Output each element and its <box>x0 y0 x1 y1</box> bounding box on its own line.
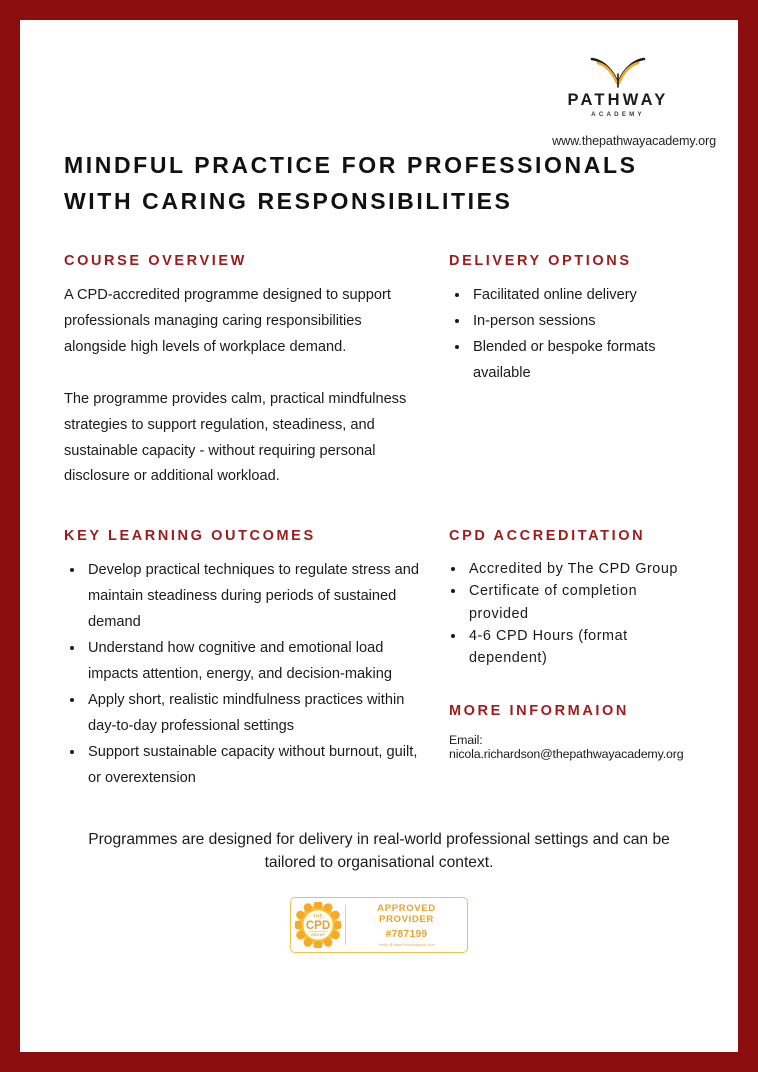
key-learning-outcomes-list <box>64 558 419 792</box>
cpd-seal-icon <box>295 902 341 948</box>
more-information-heading: MORE INFORMAION <box>449 703 629 720</box>
page-title <box>42 148 716 219</box>
course-overview-paragraph-2: The programme provides calm, practical mindfulness strategies to support regulation, steadiness, and sustainable capacity - without requiring personal disclosure or additional workload. <box>64 390 407 485</box>
cpd-accreditation-list <box>449 558 694 670</box>
badge-line-1: APPROVED <box>377 902 436 914</box>
list-item: • Facilitated online delivery <box>470 283 694 309</box>
brand-logo <box>518 54 718 118</box>
list-item: • Accredited by The CPD Group <box>466 558 694 580</box>
list-item: • Apply short, realistic mindfulness practices within day-to-day professional settings <box>85 688 419 740</box>
course-overview-paragraph-1: A CPD-accredited programme designed to support professionals managing caring responsibilities alongside high levels of workplace demand. <box>64 286 391 355</box>
section-row-1 <box>42 253 716 490</box>
list-item: • Understand how cognitive and emotional load impacts attention, energy, and decision-making <box>85 636 419 688</box>
poster-content <box>20 20 738 1052</box>
more-information-section <box>449 703 694 760</box>
cpd-accreditation-section <box>449 528 694 669</box>
cpd-seal <box>291 902 345 948</box>
list-item: • Develop practical techniques to regulate stress and maintain steadiness during periods of sustained demand <box>85 558 419 636</box>
cpd-approved-provider-badge <box>290 897 468 953</box>
brand-wordmark: PATHWAY <box>567 91 669 109</box>
list-item: • Certificate of completion provided <box>466 580 694 625</box>
svg-text:GROUP: GROUP <box>310 933 326 938</box>
badge-text-block <box>346 903 467 948</box>
delivery-options-heading: DELIVERY OPTIONS <box>449 253 632 270</box>
poster-page <box>20 20 738 1052</box>
course-overview-heading: COURSE OVERVIEW <box>64 253 247 270</box>
brand-submark: ACADEMY <box>591 110 645 118</box>
page-title-line-1: MINDFUL PRACTICE FOR PROFESSIONALS <box>64 152 638 178</box>
badge-line-2: PROVIDER <box>379 913 434 925</box>
badge-number: #787199 <box>385 929 428 941</box>
footer-note: Programmes are designed for delivery in real-world professional settings and can be tailored to organisational context. <box>88 830 670 872</box>
page-title-line-2: WITH CARING RESPONSIBILITIES <box>64 187 513 214</box>
delivery-options-list <box>449 283 694 387</box>
svg-text:CPD: CPD <box>305 919 331 932</box>
list-item: • In-person sessions <box>470 309 694 335</box>
list-item: • Blended or bespoke formats available <box>470 335 694 387</box>
delivery-options-section <box>419 253 694 490</box>
cpd-accreditation-heading: CPD ACCREDITATION <box>449 528 646 545</box>
header <box>42 20 716 148</box>
section-row-2 <box>42 528 716 791</box>
cpd-badge-wrapper <box>42 897 716 953</box>
contact-email[interactable]: Email: nicola.richardson@thepathwayacademy.org <box>449 732 684 761</box>
website-url[interactable]: www.thepathwayacademy.org <box>552 134 716 148</box>
key-learning-outcomes-heading: KEY LEARNING OUTCOMES <box>64 528 316 545</box>
svg-text:THE: THE <box>313 913 323 919</box>
right-column-lower <box>419 528 694 791</box>
course-overview-section <box>64 253 419 490</box>
badge-verify-link[interactable]: Verify @ https://thecpdgroup.com <box>378 943 435 948</box>
key-learning-outcomes-section <box>64 528 419 791</box>
list-item: • 4-6 CPD Hours (format dependent) <box>466 625 694 670</box>
list-item: • Support sustainable capacity without burnout, guilt, or overextension <box>85 740 419 792</box>
open-book-wings-icon <box>590 54 646 88</box>
